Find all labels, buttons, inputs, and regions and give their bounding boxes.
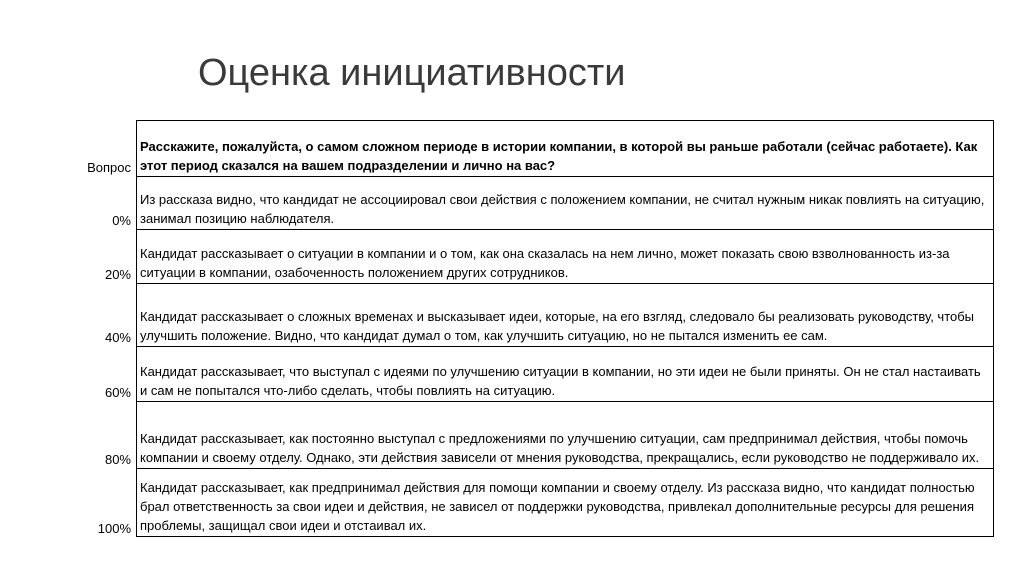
row-label: 100% [97,521,131,536]
description-cell [136,229,994,283]
row-label: 0% [112,213,131,228]
description-text: Кандидат рассказывает о ситуации в компании и о том, как она сказалась на нем лично, может показать свою взволнованность из-за ситуации в компании, озабоченность положением других сотрудников. [140,246,950,280]
description-cell [136,176,994,229]
row-label: 40% [104,330,131,345]
slide-title: Оценка инициативности [198,52,626,94]
description-text: Кандидат рассказывает о сложных временах и высказывает идеи, которые, на его взгляд, следовало бы реализовать руководству, чтобы улучшить положение. Видно, что кандидат думал о том, как улучшить ситуацию, но не пытался изменить ее сам. [140,309,975,343]
description-cell [136,401,994,468]
table-row [72,176,994,229]
table-row [72,346,994,401]
row-label: 60% [104,385,131,400]
description-text: Кандидат рассказывает, что выступал с идеями по улучшению ситуации в компании, но эти идеи не были приняты. Он не стал настаивать и сам не попытался что-либо сделать, чтобы повлиять на ситуацию. [140,364,981,398]
table-row [72,229,994,283]
row-label: 80% [104,452,131,467]
description-cell [136,468,994,537]
table-row [72,468,994,537]
row-label: 20% [104,267,131,282]
table-row [72,283,994,346]
description-text: Кандидат рассказывает, как постоянно выступал с предложениями по улучшению ситуации, сам предпринимал действия, чтобы помочь компании и своему отделу. Однако, эти действия зависели от мнения руководства, прекращались, если руководство не поддерживало их. [140,431,980,465]
description-cell [136,283,994,346]
question-text: Расскажите, пожалуйста, о самом сложном периоде в истории компании, в которой вы раньше работали (сейчас работаете). Как этот период сказался на вашем подразделении и лично на вас? [140,139,978,173]
table-row [72,401,994,468]
row-label: Вопрос [87,160,131,175]
question-cell [136,120,994,176]
description-cell [136,346,994,401]
table-header-row [72,120,994,176]
description-text: Из рассказа видно, что кандидат не ассоциировал свои действия с положением компании, не считал нужным никак повлиять на ситуацию, занимал позицию наблюдателя. [140,192,985,226]
description-text: Кандидат рассказывает, как предпринимал действия для помощи компании и своему отделу. Из рассказа видно, что кандидат полностью брал ответственность за свои идеи и действия, не зависел от поддержки руководства, привлекал дополнительные ресурсы для решения проблемы, защищал свои идеи и отстаивал их. [140,480,975,533]
